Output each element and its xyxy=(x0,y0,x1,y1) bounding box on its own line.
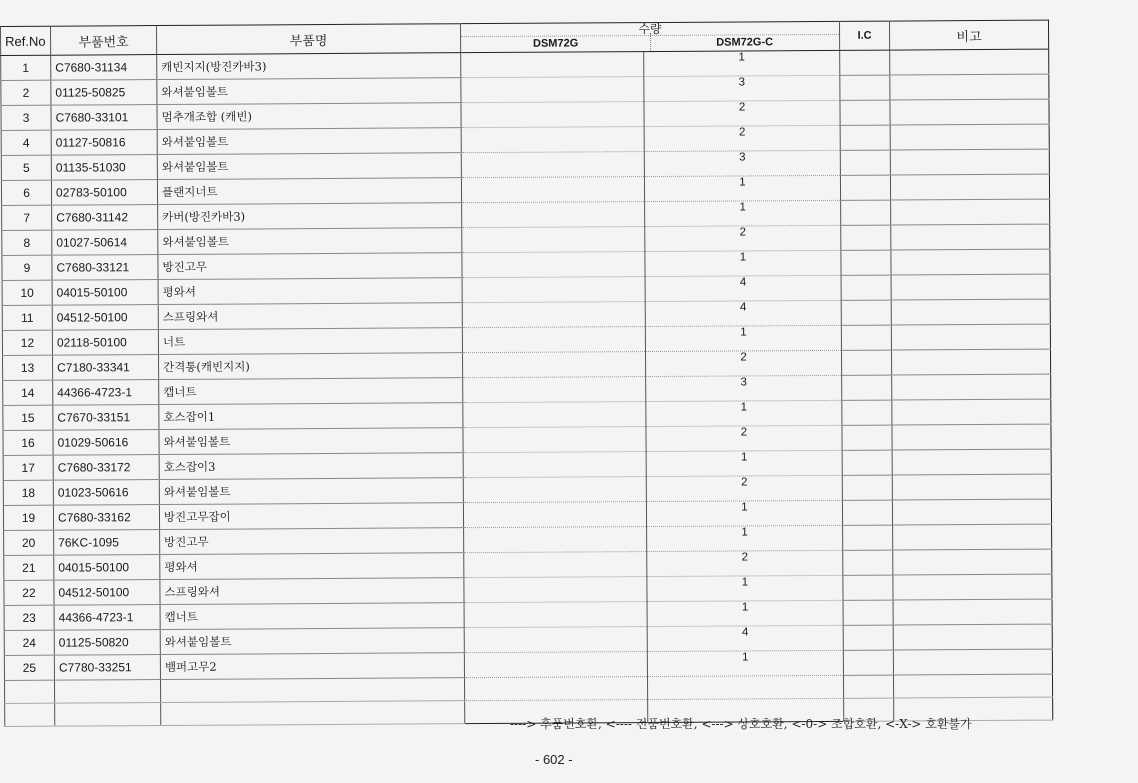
qty-model-a-cell xyxy=(463,452,646,478)
qty-model-b-cell: 1 xyxy=(647,600,843,626)
part-no-cell: C7680-31142 xyxy=(52,205,158,231)
qty-model-a-cell xyxy=(462,252,645,278)
part-name-cell: 캡너트 xyxy=(159,378,463,405)
qty-model-a-cell xyxy=(463,427,646,453)
ref-no-cell: 18 xyxy=(3,480,53,505)
ref-no-cell: 16 xyxy=(3,430,53,455)
empty-cell xyxy=(893,674,1052,698)
part-no-cell: C7680-33101 xyxy=(51,105,157,131)
empty-cell xyxy=(5,703,55,726)
ref-no-cell: 21 xyxy=(4,555,54,580)
ic-cell xyxy=(841,225,891,250)
remarks-cell xyxy=(890,99,1049,125)
remarks-cell xyxy=(891,249,1050,275)
qty-model-a-cell xyxy=(463,477,646,503)
qty-model-b-cell: 1 xyxy=(644,50,840,76)
qty-model-b-cell: 1 xyxy=(646,500,842,526)
qty-model-b-cell: 3 xyxy=(644,75,840,101)
part-no-cell: C7670-33151 xyxy=(53,405,159,431)
part-name-cell: 와셔붙임볼트 xyxy=(157,128,461,155)
part-name-cell: 너트 xyxy=(158,328,462,355)
remarks-cell xyxy=(893,574,1052,600)
qty-model-a-cell xyxy=(461,127,644,153)
qty-model-a-cell xyxy=(461,102,644,128)
remarks-cell xyxy=(890,124,1049,150)
ref-no-cell: 5 xyxy=(1,155,51,180)
qty-model-b-cell: 1 xyxy=(647,650,843,676)
header-quantity-label: 수량 xyxy=(638,21,662,37)
part-no-cell: 02118-50100 xyxy=(52,330,158,356)
ic-cell xyxy=(841,350,891,375)
ref-no-cell: 20 xyxy=(4,530,54,555)
part-name-cell: 멈추개조합 (캐빈) xyxy=(157,103,461,130)
page-number: - 602 - xyxy=(535,752,573,767)
part-name-cell: 뱀퍼고무2 xyxy=(160,653,464,680)
remarks-cell xyxy=(890,174,1049,200)
ic-cell xyxy=(840,125,890,150)
qty-model-a-cell xyxy=(461,77,644,103)
remarks-cell xyxy=(891,349,1050,375)
part-no-cell: C7680-33172 xyxy=(53,455,159,481)
qty-model-b-cell: 1 xyxy=(644,175,840,201)
qty-model-a-cell xyxy=(464,577,647,603)
remarks-cell xyxy=(891,274,1050,300)
qty-model-b-cell: 2 xyxy=(644,125,840,151)
remarks-cell xyxy=(891,199,1050,225)
part-no-cell: C7680-33121 xyxy=(52,255,158,281)
ic-cell xyxy=(842,400,892,425)
qty-model-a-cell xyxy=(462,302,645,328)
ic-cell xyxy=(841,250,891,275)
qty-model-b-cell: 2 xyxy=(647,550,843,576)
header-ic: I.C xyxy=(839,21,889,50)
part-no-cell: 01127-50816 xyxy=(51,130,157,156)
header-remarks: 비고 xyxy=(889,20,1048,50)
part-no-cell: 04015-50100 xyxy=(52,280,158,306)
header-ref-no: Ref.No xyxy=(1,26,51,55)
remarks-cell xyxy=(893,599,1052,625)
part-no-cell: 01027-50614 xyxy=(52,230,158,256)
qty-model-a-cell xyxy=(462,277,645,303)
ref-no-cell: 1 xyxy=(1,55,51,80)
empty-cell xyxy=(647,675,843,699)
qty-model-b-cell: 1 xyxy=(645,200,841,226)
part-no-cell: 01135-51030 xyxy=(51,155,157,181)
header-quantity xyxy=(460,21,839,52)
ic-cell xyxy=(843,550,893,575)
ic-cell xyxy=(841,300,891,325)
remarks-cell xyxy=(891,224,1050,250)
part-name-cell: 평와셔 xyxy=(158,278,462,305)
ic-cell xyxy=(842,450,892,475)
part-name-cell: 와셔붙임볼트 xyxy=(157,78,461,105)
qty-model-b-cell: 1 xyxy=(645,325,841,351)
ic-cell xyxy=(840,175,890,200)
remarks-cell xyxy=(892,424,1051,450)
part-no-cell: 76KC-1095 xyxy=(54,530,160,556)
qty-model-b-cell: 1 xyxy=(646,400,842,426)
part-name-cell: 와셔붙임볼트 xyxy=(157,153,461,180)
part-no-cell: C7680-33162 xyxy=(53,505,159,531)
part-name-cell: 간격통(캐빈지지) xyxy=(159,353,463,380)
remarks-cell xyxy=(892,399,1051,425)
qty-model-b-cell: 4 xyxy=(647,625,843,651)
qty-model-b-cell: 2 xyxy=(646,425,842,451)
part-no-cell: 01023-50616 xyxy=(53,480,159,506)
parts-table xyxy=(0,20,1053,727)
part-name-cell: 와셔붙임볼트 xyxy=(158,228,462,255)
qty-model-b-cell: 4 xyxy=(645,300,841,326)
part-no-cell: C7780-33251 xyxy=(54,655,160,681)
remarks-cell xyxy=(892,474,1051,500)
ref-no-cell: 4 xyxy=(1,130,51,155)
ref-no-cell: 19 xyxy=(3,505,53,530)
empty-cell xyxy=(4,680,54,703)
part-no-cell: 04015-50100 xyxy=(54,555,160,581)
ic-cell xyxy=(841,275,891,300)
remarks-cell xyxy=(890,74,1049,100)
part-name-cell: 평와셔 xyxy=(160,553,464,580)
remarks-cell xyxy=(892,449,1051,475)
ic-cell xyxy=(840,75,890,100)
qty-model-b-cell: 3 xyxy=(644,150,840,176)
qty-model-b-cell: 2 xyxy=(646,475,842,501)
qty-model-b-cell: 2 xyxy=(646,350,842,376)
ic-cell xyxy=(840,100,890,125)
ref-no-cell: 9 xyxy=(2,255,52,280)
empty-cell xyxy=(55,703,161,727)
part-no-cell: 04512-50100 xyxy=(54,580,160,606)
ref-no-cell: 7 xyxy=(2,205,52,230)
header-part-no: 부품번호 xyxy=(51,26,157,56)
part-name-cell: 방진고무 xyxy=(160,528,464,555)
part-name-cell: 캐빈지지(방진카바3) xyxy=(157,53,461,80)
part-name-cell: 플랜지너트 xyxy=(157,178,461,205)
ic-cell xyxy=(842,375,892,400)
part-no-cell: 44366-4723-1 xyxy=(54,605,160,631)
remarks-cell xyxy=(892,499,1051,525)
qty-model-a-cell xyxy=(461,152,644,178)
ic-cell xyxy=(841,325,891,350)
part-no-cell: 44366-4723-1 xyxy=(53,380,159,406)
remarks-cell xyxy=(893,624,1052,650)
part-name-cell: 스프링와셔 xyxy=(158,303,462,330)
part-no-cell: C7680-31134 xyxy=(51,55,157,81)
part-name-cell: 방진고무잡이 xyxy=(159,503,463,530)
part-no-cell: 01125-50825 xyxy=(51,80,157,106)
part-name-cell: 방진고무 xyxy=(158,253,462,280)
qty-model-a-cell xyxy=(463,402,646,428)
ref-no-cell: 6 xyxy=(1,180,51,205)
ref-no-cell: 23 xyxy=(4,605,54,630)
remarks-cell xyxy=(891,324,1050,350)
ic-cell xyxy=(840,150,890,175)
ref-no-cell: 24 xyxy=(4,630,54,655)
empty-cell xyxy=(54,680,160,704)
ref-no-cell: 15 xyxy=(3,405,53,430)
part-name-cell: 와셔붙임볼트 xyxy=(159,478,463,505)
ref-no-cell: 22 xyxy=(4,580,54,605)
part-no-cell: C7180-33341 xyxy=(53,355,159,381)
qty-model-a-cell xyxy=(463,377,646,403)
ref-no-cell: 11 xyxy=(2,305,52,330)
part-no-cell: 01125-50820 xyxy=(54,630,160,656)
part-name-cell: 카버(방진카바3) xyxy=(158,203,462,230)
remarks-cell xyxy=(893,549,1052,575)
qty-model-a-cell xyxy=(461,52,644,78)
header-model-a: DSM72G xyxy=(532,37,579,50)
qty-model-b-cell: 1 xyxy=(646,450,842,476)
part-name-cell: 스프링와셔 xyxy=(160,578,464,605)
qty-model-a-cell xyxy=(464,652,647,678)
ref-no-cell: 13 xyxy=(3,355,53,380)
remarks-cell xyxy=(891,299,1050,325)
qty-model-b-cell: 1 xyxy=(647,525,843,551)
header-model-b: DSM72G-C xyxy=(716,36,774,49)
part-name-cell: 캡너트 xyxy=(160,603,464,630)
qty-model-a-cell xyxy=(463,502,646,528)
qty-model-a-cell xyxy=(464,527,647,553)
ic-cell xyxy=(843,525,893,550)
qty-model-a-cell xyxy=(462,227,645,253)
part-no-cell: 04512-50100 xyxy=(52,305,158,331)
qty-model-a-cell xyxy=(464,552,647,578)
parts-table-body xyxy=(1,49,1053,726)
part-no-cell: 02783-50100 xyxy=(51,180,157,206)
qty-model-b-cell: 1 xyxy=(647,575,843,601)
part-no-cell: 01029-50616 xyxy=(53,430,159,456)
empty-cell xyxy=(161,701,465,726)
ic-cell xyxy=(842,475,892,500)
ic-cell xyxy=(842,425,892,450)
qty-model-a-cell xyxy=(464,602,647,628)
ic-cell xyxy=(843,600,893,625)
qty-model-b-cell: 1 xyxy=(645,250,841,276)
parts-sheet xyxy=(0,20,1054,716)
part-name-cell: 호스잡이1 xyxy=(159,403,463,430)
qty-model-a-cell xyxy=(464,627,647,653)
ref-no-cell: 25 xyxy=(4,655,54,680)
qty-model-b-cell: 2 xyxy=(644,100,840,126)
ic-cell xyxy=(843,625,893,650)
ref-no-cell: 10 xyxy=(2,280,52,305)
ic-cell xyxy=(841,200,891,225)
qty-model-b-cell: 2 xyxy=(645,225,841,251)
part-name-cell: 호스잡이3 xyxy=(159,453,463,480)
header-part-name: 부품명 xyxy=(157,24,461,55)
ref-no-cell: 3 xyxy=(1,105,51,130)
ref-no-cell: 14 xyxy=(3,380,53,405)
qty-model-a-cell xyxy=(461,177,644,203)
qty-model-b-cell: 4 xyxy=(645,275,841,301)
part-name-cell: 와셔붙임볼트 xyxy=(159,428,463,455)
qty-model-a-cell xyxy=(463,352,646,378)
ic-cell xyxy=(840,50,890,75)
qty-model-a-cell xyxy=(462,327,645,353)
remarks-cell xyxy=(890,149,1049,175)
ref-no-cell: 2 xyxy=(1,80,51,105)
ref-no-cell: 12 xyxy=(2,330,52,355)
remarks-cell xyxy=(892,374,1051,400)
ic-cell xyxy=(842,500,892,525)
part-name-cell: 와셔붙임볼트 xyxy=(160,628,464,655)
remarks-cell xyxy=(890,49,1049,75)
interchangeability-legend: ----> 후품번호환, <---- 전품번호환, <---> 상호호환, <-0-> 조합호환, <-X-> 호환불가 xyxy=(510,717,972,731)
qty-model-b-cell: 3 xyxy=(646,375,842,401)
ic-cell xyxy=(843,575,893,600)
qty-model-a-cell xyxy=(462,202,645,228)
ref-no-cell: 17 xyxy=(3,455,53,480)
remarks-cell xyxy=(893,649,1052,675)
ic-cell xyxy=(843,650,893,675)
ref-no-cell: 8 xyxy=(2,230,52,255)
empty-cell xyxy=(464,677,647,701)
remarks-cell xyxy=(893,524,1052,550)
empty-cell xyxy=(160,678,464,703)
empty-cell xyxy=(843,675,893,698)
